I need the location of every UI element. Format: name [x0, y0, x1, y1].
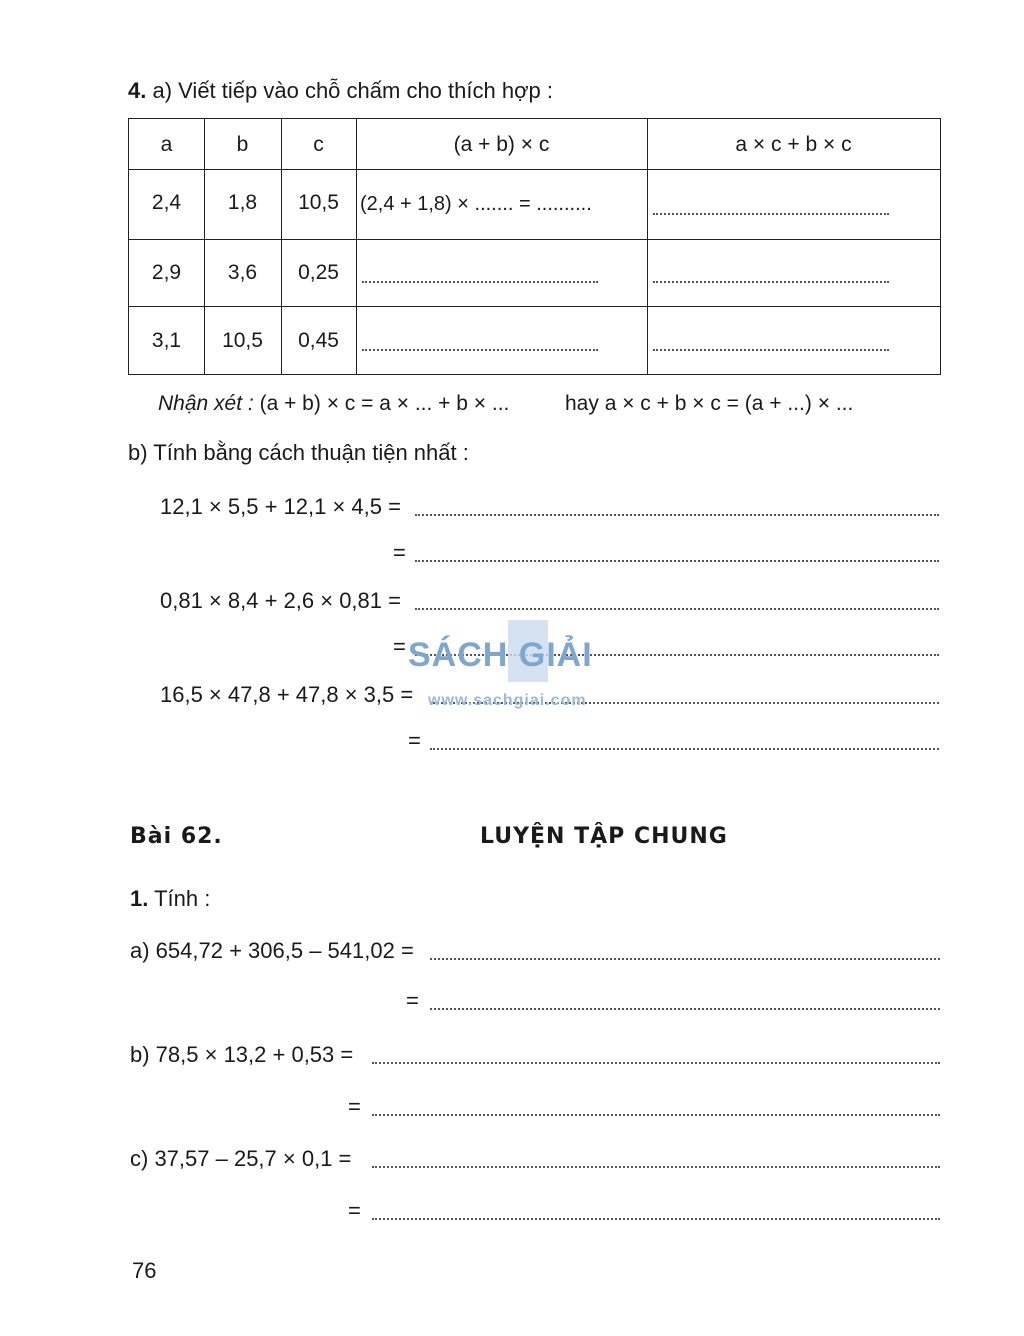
answer-blank[interactable]	[372, 1062, 940, 1064]
equals-sign: =	[348, 1198, 361, 1223]
table-cell: 3,6	[227, 261, 258, 284]
exercise-instruction: a) Viết tiếp vào chỗ chấm cho thích hợp :	[152, 78, 553, 103]
exercise-instruction: Tính :	[154, 886, 211, 911]
expression-2: 0,81 × 8,4 + 2,6 × 0,81 =	[160, 588, 401, 613]
answer-blank[interactable]	[372, 1114, 940, 1116]
part-b-instruction: b) Tính bằng cách thuận tiện nhất :	[128, 440, 469, 465]
table-header-a: a	[160, 133, 173, 156]
equals-sign: =	[408, 728, 421, 753]
watermark-logo	[408, 620, 618, 709]
equals-sign: =	[393, 634, 406, 659]
table-header-distributed: a × c + b × c	[735, 133, 852, 156]
table-cell: 10,5	[222, 329, 263, 352]
lesson-title: LUYỆN TẬP CHUNG	[480, 824, 728, 849]
table-header-c: c	[313, 133, 324, 156]
table-cell: 1,8	[227, 191, 258, 214]
lesson-number: Bài 62.	[130, 824, 223, 849]
table-header-b: b	[236, 133, 249, 156]
answer-blank[interactable]	[653, 349, 889, 351]
exercise-number: 4.	[128, 78, 147, 103]
answer-blank[interactable]	[362, 349, 598, 351]
remark-label: Nhận xét :	[158, 392, 254, 415]
answer-blank[interactable]	[372, 1166, 940, 1168]
table-cell: 0,25	[298, 261, 339, 284]
table-header-sum-times-c: (a + b) × c	[453, 133, 550, 156]
answer-blank[interactable]	[415, 560, 939, 562]
watermark-logo-text: SÁCH GIẢI	[408, 636, 593, 674]
remark-formula: (a + b) × c = a × ... + b × ...	[259, 392, 510, 415]
table-cell: 2,4	[151, 191, 182, 214]
remark-formula-2: hay a × c + b × c = (a + ...) × ...	[565, 392, 854, 415]
remark	[158, 392, 509, 416]
answer-blank[interactable]	[653, 213, 889, 215]
expression-1: 12,1 × 5,5 + 12,1 × 4,5 =	[160, 494, 401, 519]
table-cell: 10,5	[298, 191, 339, 214]
answer-blank[interactable]	[430, 958, 940, 960]
expression-a: a) 654,72 + 306,5 – 541,02 =	[130, 938, 414, 963]
answer-blank[interactable]	[430, 1008, 940, 1010]
expression-c: c) 37,57 – 25,7 × 0,1 =	[130, 1146, 352, 1171]
page-number: 76	[132, 1258, 157, 1283]
expression-3: 16,5 × 47,8 + 47,8 × 3,5 =	[160, 682, 414, 707]
expression-b: b) 78,5 × 13,2 + 0,53 =	[130, 1042, 354, 1067]
values-table	[128, 118, 941, 375]
table-cell: 0,45	[298, 329, 339, 352]
table-cell: (2,4 + 1,8) × ....... = ..........	[360, 193, 592, 215]
answer-blank[interactable]	[415, 514, 939, 516]
answer-blank[interactable]	[430, 748, 939, 750]
exercise-1-title	[130, 886, 210, 912]
equals-sign: =	[348, 1094, 361, 1119]
exercise-number: 1.	[130, 886, 149, 911]
answer-blank[interactable]	[372, 1218, 940, 1220]
table-cell: 2,9	[151, 261, 182, 284]
answer-blank[interactable]	[362, 281, 598, 283]
exercise-4-title	[128, 78, 553, 104]
watermark-url: www.sachgiai.com	[428, 692, 587, 709]
equals-sign: =	[406, 988, 419, 1013]
answer-blank[interactable]	[653, 281, 889, 283]
table-cell: 3,1	[151, 329, 182, 352]
equals-sign: =	[393, 540, 406, 565]
answer-blank[interactable]	[415, 608, 939, 610]
